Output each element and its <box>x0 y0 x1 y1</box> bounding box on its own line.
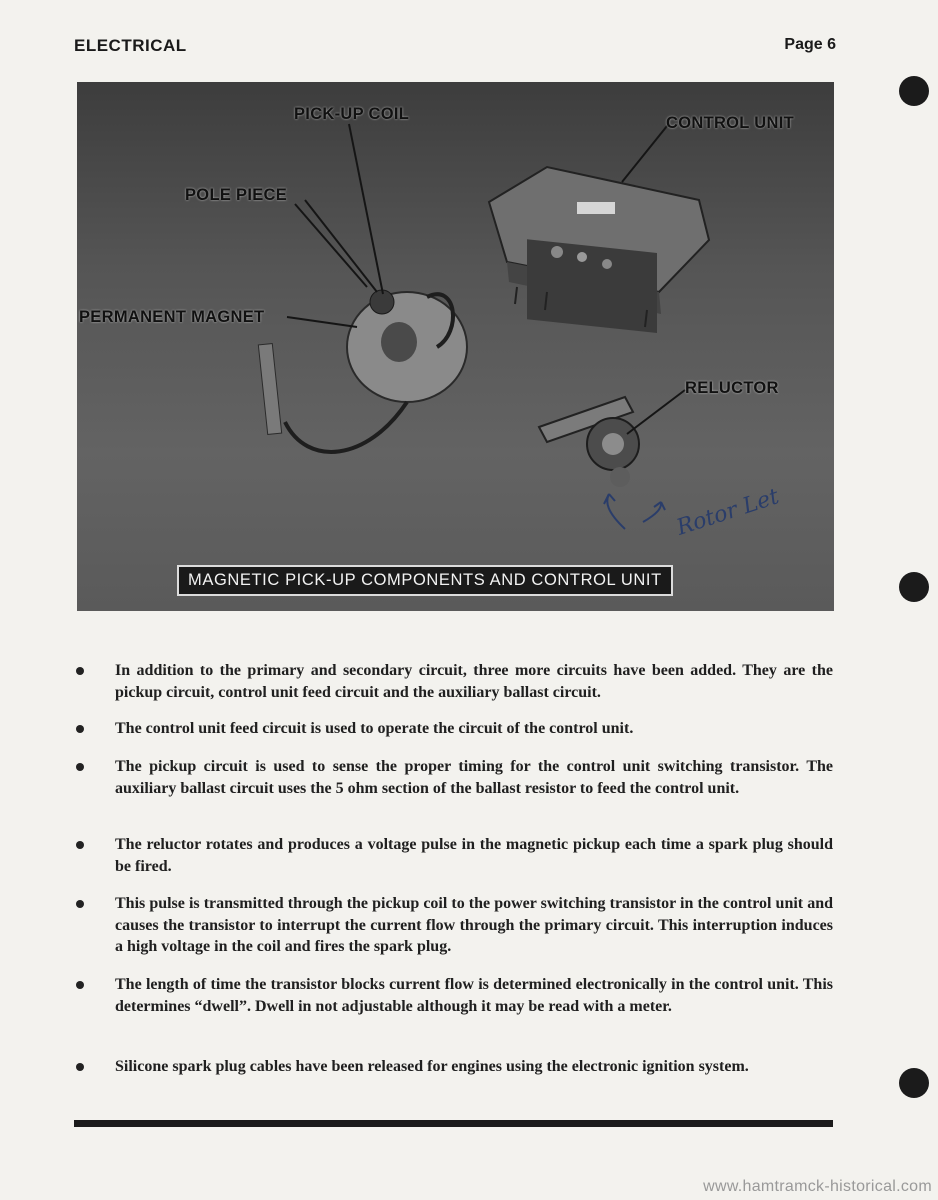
components-illustration <box>77 82 834 611</box>
bullet-text: In addition to the primary and secondary circuit, three more circuits have been added. They are the pickup circuit, control unit feed circuit and the auxiliary ballast circuit. <box>115 662 833 701</box>
handwritten-arrows <box>604 494 665 529</box>
header-page-number: Page 6 <box>784 36 836 53</box>
label-pickup-coil: PICK-UP COIL <box>294 105 410 123</box>
bullet-dot-icon <box>76 725 84 733</box>
footer-rule <box>74 1120 833 1127</box>
bullet-text: This pulse is transmitted through the pickup coil to the power switching transistor in the control unit and causes the transistor to interrupt the current flow through the primary circuit. This interruption induces a high voltage in the coil and fires the spark plug. <box>115 895 833 955</box>
binder-hole-middle <box>899 572 929 602</box>
bullet-dot-icon <box>76 1063 84 1071</box>
watermark: www.hamtramck-historical.com <box>703 1178 932 1195</box>
bullet-dot-icon <box>76 763 84 771</box>
label-reluctor: RELUCTOR <box>685 379 779 397</box>
label-pole-piece: POLE PIECE <box>185 186 288 204</box>
label-permanent-magnet: PERMANENT MAGNET <box>79 308 265 326</box>
binder-hole-bottom <box>899 1068 929 1098</box>
bullet-dot-icon <box>76 841 84 849</box>
bullet-dot-icon <box>76 900 84 908</box>
bullet-dot-icon <box>76 667 84 675</box>
bullet-text: The pickup circuit is used to sense the proper timing for the control unit switching transistor. The auxiliary ballast circuit uses the 5 ohm section of the ballast resistor to feed the control unit. <box>115 758 833 797</box>
bullet-text: The length of time the transistor blocks current flow is determined electronically in the control unit. This determines “dwell”. Dwell in not adjustable although it may be read with a meter. <box>115 976 833 1015</box>
bullet-text: Silicone spark plug cables have been released for engines using the electronic ignition system. <box>115 1058 749 1075</box>
bullet-text: The reluctor rotates and produces a voltage pulse in the magnetic pickup each time a spark plug should be fired. <box>115 836 833 875</box>
pickup-assembly-shape <box>258 290 467 452</box>
figure-photo <box>77 82 834 611</box>
figure-caption: MAGNETIC PICK-UP COMPONENTS AND CONTROL UNIT <box>177 565 673 596</box>
header-section: ELECTRICAL <box>74 36 187 55</box>
label-control-unit: CONTROL UNIT <box>666 114 794 132</box>
control-unit-shape <box>489 167 709 333</box>
bullet-dot-icon <box>76 981 84 989</box>
handwritten-note: Rotor Let <box>673 484 783 541</box>
bullet-text: The control unit feed circuit is used to operate the circuit of the control unit. <box>115 720 634 737</box>
binder-hole-top <box>899 76 929 106</box>
reluctor-shape <box>539 397 639 487</box>
